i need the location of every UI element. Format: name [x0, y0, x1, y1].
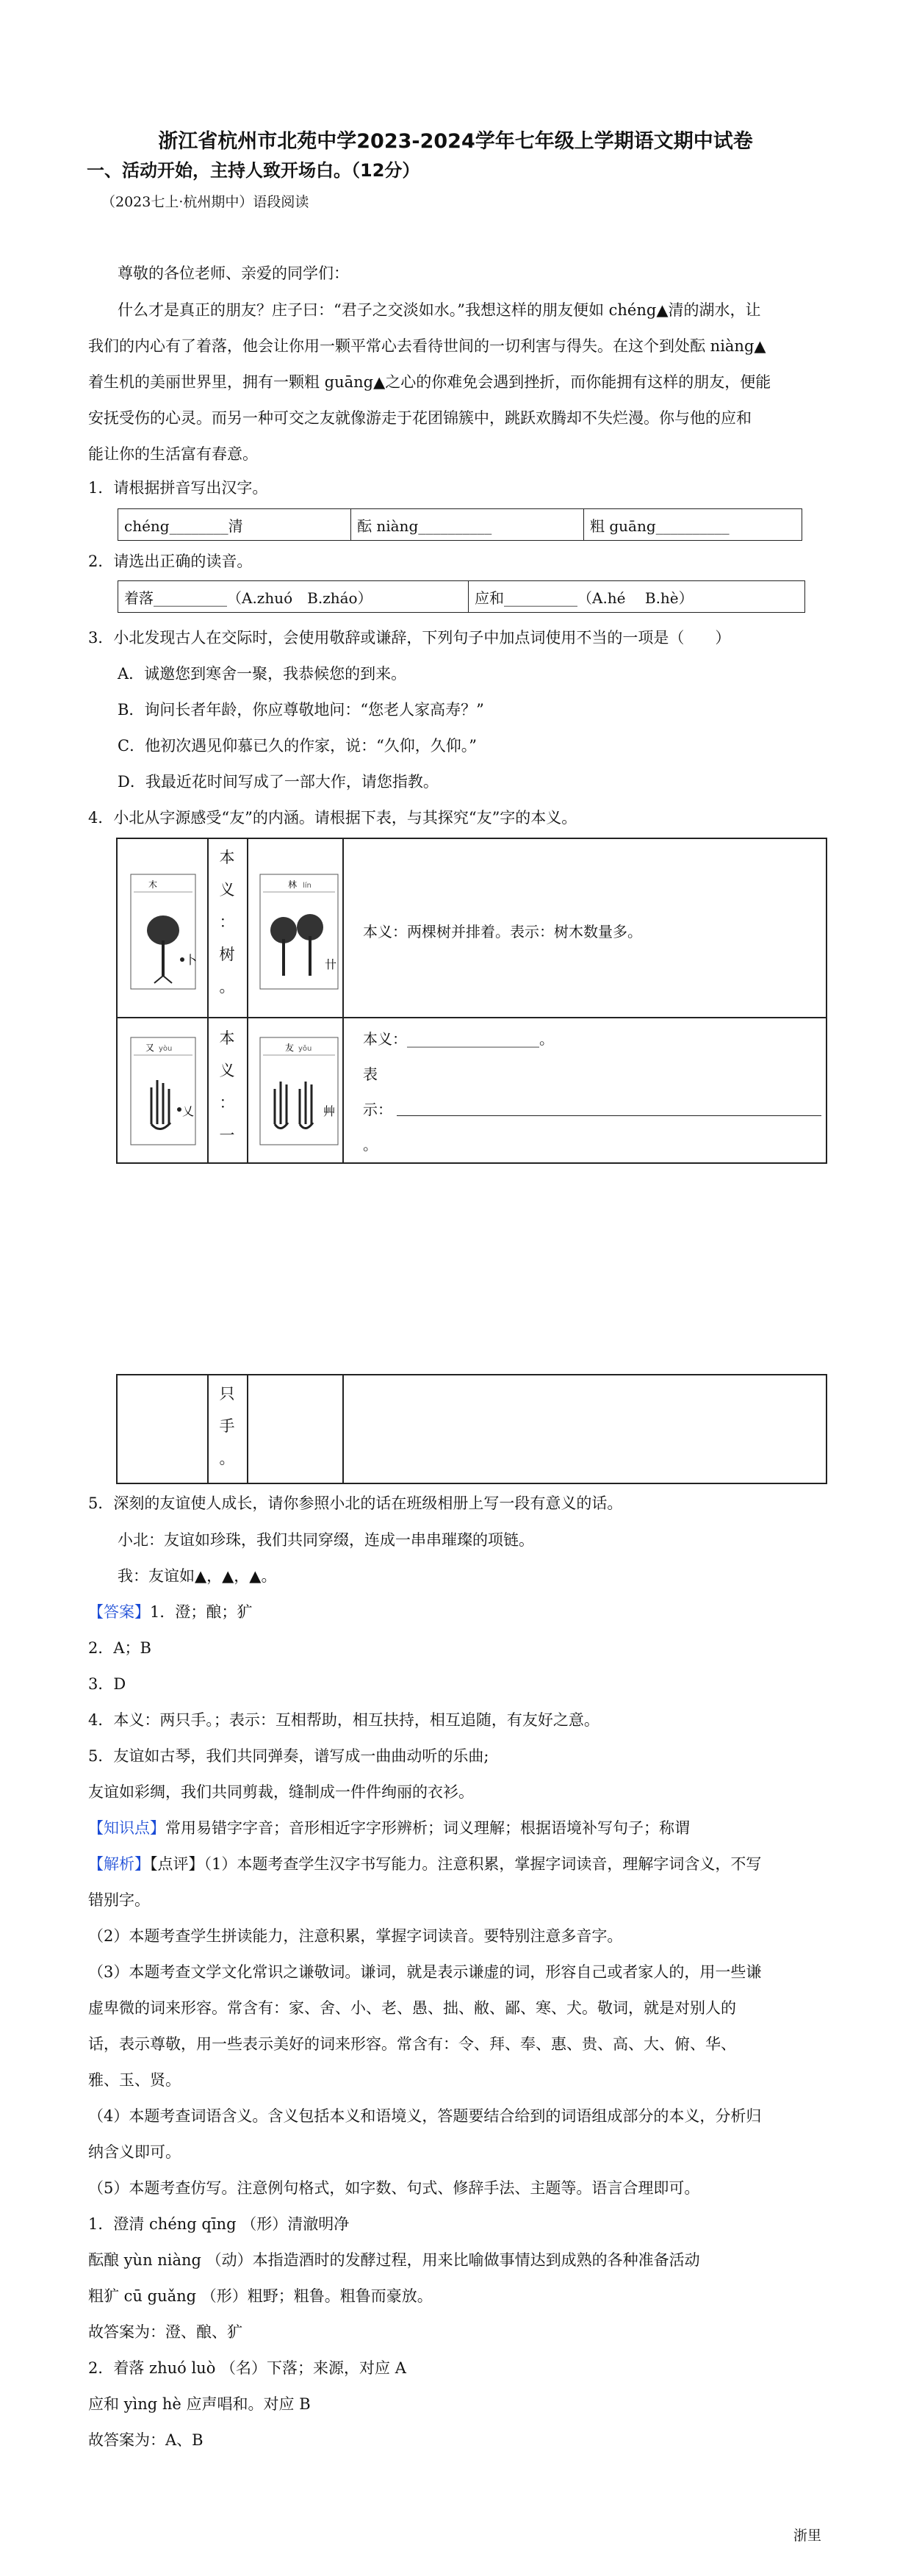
glyph-pinyin: lín: [303, 882, 312, 890]
passage-line: 能让你的生活富有春意。: [88, 445, 258, 463]
q5-example: 小北：友谊如珍珠，我们共同穿缀，连成一串串璀璨的项链。: [118, 1531, 534, 1549]
page-footer: 浙里: [793, 2528, 821, 2544]
passage-greeting: 尊敬的各位老师、亲爱的同学们：: [118, 265, 349, 282]
knowledge-point-line: [88, 1816, 690, 1838]
vertical-char: 只: [219, 1385, 235, 1403]
glyph-label: 木: [148, 879, 158, 890]
vertical-char: 义: [219, 881, 235, 899]
vertical-char: 。: [219, 1450, 235, 1467]
knowledge-tag: 【知识点】: [88, 1819, 165, 1837]
vertical-char: 本: [219, 849, 235, 866]
glyph-label: 友: [285, 1043, 295, 1053]
forest-glyph-image: [259, 873, 339, 990]
table-divider: [207, 1374, 209, 1483]
q1-cell[interactable]: 粗 guāng__________: [584, 509, 802, 541]
vertical-char: ：: [219, 913, 235, 931]
q3-option-d[interactable]: D．我最近花时间写成了一部大作，请您指教。: [118, 773, 439, 791]
explain-line: 故答案为：澄、酿、犷: [88, 2323, 242, 2341]
analysis-tag: 【解析】: [88, 1855, 150, 1873]
question-5: 5．深刻的友谊使人成长，请你参照小北的话在班级相册上写一段有意义的话。: [88, 1494, 623, 1512]
arrow-icon: 卄: [325, 957, 337, 971]
answer-line: [88, 1600, 252, 1622]
table-divider: [207, 838, 209, 1162]
arrow-icon: 艸: [323, 1104, 336, 1118]
q5-answer-prompt[interactable]: 我：友谊如▲，▲，▲。: [118, 1567, 277, 1585]
table-divider: [342, 838, 344, 1162]
explain-line: 粗犷 cū guǎng （形）粗野；粗鲁。粗鲁而豪放。: [88, 2287, 433, 2305]
row2-label: 表: [363, 1065, 378, 1083]
table-divider: [116, 1017, 826, 1018]
hand-glyph-image: [129, 1036, 197, 1146]
explain-line: 纳含义即可。: [88, 2143, 181, 2161]
knowledge-text: 常用易错字字音；音形相近字字形辨析；词义理解；根据语境补写句子；称谓: [165, 1819, 690, 1837]
vertical-char: 。: [219, 978, 235, 996]
question-4: 4．小北从字源感受“友”的内涵。请根据下表，与其探究“友”字的本义。: [88, 809, 577, 827]
explain-line: （3）本题考查文学文化常识之谦敬词。谦词，就是表示谦虚的词，形容自己或者家人的，用一些谦: [88, 1963, 762, 1981]
answer-line: 5．友谊如古琴，我们共同弹奏，谱写成一曲曲动听的乐曲;: [88, 1747, 489, 1765]
explain-line: 1．澄清 chéng qīng （形）清澈明净: [88, 2215, 350, 2233]
vertical-char: 一: [219, 1126, 235, 1144]
explain-line: 错别字。: [88, 1891, 150, 1909]
table-divider: [247, 838, 248, 1162]
vertical-char: ：: [219, 1094, 235, 1112]
row2-label: 示：: [363, 1101, 392, 1118]
explain-line: （4）本题考查词语含义。含义包括本义和语境义，答题要结合给到的词语组成部分的本义，分析归: [88, 2107, 762, 2125]
glyph-label: 林: [288, 879, 298, 890]
explain-line: 话，表示尊敬，用一些表示美好的词来形容。常含有：令、拜、奉、惠、贵、高、大、俯、华、: [88, 2035, 736, 2053]
vertical-char: 手: [219, 1417, 235, 1435]
q2-table: [118, 580, 805, 613]
answer-line: 友谊如彩绸，我们共同剪裁，缝制成一件件绚丽的衣衫。: [88, 1783, 474, 1801]
explain-line: 故答案为：A、B: [88, 2431, 204, 2449]
row2-end: 。: [363, 1136, 378, 1154]
q1-cell[interactable]: 酝 niàng__________: [351, 509, 584, 541]
answer-line: 2．A；B: [88, 1639, 151, 1657]
answer-underline[interactable]: [397, 1115, 821, 1116]
q2-cell[interactable]: 着落__________（A.zhuó B.zháo）: [118, 581, 469, 613]
question-1: 1．请根据拼音写出汉字。: [88, 479, 268, 497]
row2-meaning-blank[interactable]: 本义：__________________。: [363, 1030, 554, 1048]
answer-line: 4．本义：两只手。；表示：互相帮助，相互扶持，相互追随，有友好之意。: [88, 1711, 599, 1729]
arrow-icon: 卜: [185, 953, 197, 967]
explain-line: （5）本题考查仿写。注意例句格式，如字数、句式、修辞手法、主题等。语言合理即可。: [88, 2179, 700, 2197]
table-divider: [247, 1374, 248, 1483]
glyph-pinyin: yǒu: [298, 1045, 312, 1053]
explain-line: （2）本题考查学生拼读能力，注意积累，掌握字词读音。要特别注意多音字。: [88, 1927, 623, 1945]
explain-line: 虚卑微的词来形容。常含有：家、舍、小、老、愚、拙、敝、鄙、寒、犬。敬词，就是对别人的: [88, 1999, 736, 2017]
passage-line: 着生机的美丽世界里，拥有一颗粗 guāng▲之心的你难免会遇到挫折，而你能拥有这样的朋友，便能: [88, 373, 771, 391]
answer-text: 1．澄；酿；犷: [150, 1603, 253, 1621]
explain-line: 酝酿 yùn niàng （动）本指造酒时的发酵过程，用来比喻做事情达到成熟的各种准备活动: [88, 2251, 700, 2269]
vertical-char: 本: [219, 1029, 235, 1047]
section-heading: 一、活动开始，主持人致开场白。（12分）: [87, 160, 420, 181]
passage-line: 我们的内心有了着落，他会让你用一颗平常心去看待世间的一切利害与得失。在这个到处酝 niàng▲: [88, 337, 766, 355]
explain-line: 应和 yìng hè 应声唱和。对应 B: [88, 2395, 311, 2413]
q1-cell[interactable]: chéng________清: [118, 509, 351, 541]
q3-option-b[interactable]: B．询问长者年龄，你应尊敬地问：“您老人家高寿？”: [118, 701, 484, 719]
vertical-char: 树: [219, 946, 235, 963]
analysis-line: [88, 1852, 761, 1874]
analysis-text: 【点评】（1）本题考查学生汉字书写能力。注意积累，掌握字词读音，理解字词含义，不写: [150, 1855, 762, 1873]
vertical-char: 义: [219, 1062, 235, 1079]
q1-table: [118, 508, 802, 541]
glyph-pinyin: yòu: [159, 1045, 173, 1053]
source-note: （2023七上·杭州期中）语段阅读: [101, 194, 309, 210]
tree-glyph-image: [129, 873, 197, 990]
explain-line: 雅、玉、贤。: [88, 2071, 181, 2089]
q3-option-a[interactable]: A．诚邀您到寒舍一聚，我恭候您的到来。: [118, 665, 407, 683]
friend-glyph-image: [259, 1036, 339, 1146]
q2-cell[interactable]: 应和__________（A.hé B.hè）: [469, 581, 805, 613]
question-2: 2．请选出正确的读音。: [88, 553, 253, 570]
explain-line: 2．着落 zhuó luò （名）下落；来源，对应 A: [88, 2359, 406, 2377]
answer-line: 3．D: [88, 1675, 126, 1693]
table-divider: [342, 1374, 344, 1483]
arrow-icon: 乂: [182, 1104, 195, 1118]
glyph-label: 又: [145, 1043, 155, 1053]
q3-option-c[interactable]: C．他初次遇见仰慕已久的作家，说：“久仰，久仰。”: [118, 737, 478, 755]
passage-line: 安抚受伤的心灵。而另一种可交之友就像游走于花团锦簇中，跳跃欢腾却不失烂漫。你与他的应和: [88, 409, 752, 427]
page-title: 浙江省杭州市北苑中学2023-2024学年七年级上学期语文期中试卷: [158, 130, 753, 153]
question-3: 3．小北发现古人在交际时，会使用敬辞或谦辞，下列句子中加点词使用不当的一项是（ ）: [88, 629, 731, 647]
row1-meaning: 本义：两棵树并排着。表示：树木数量多。: [363, 923, 642, 940]
answer-tag: 【答案】: [88, 1603, 150, 1621]
passage-line: 什么才是真正的朋友？庄子曰：“君子之交淡如水。”我想这样的朋友便如 chéng▲清的湖水，让: [118, 301, 761, 319]
